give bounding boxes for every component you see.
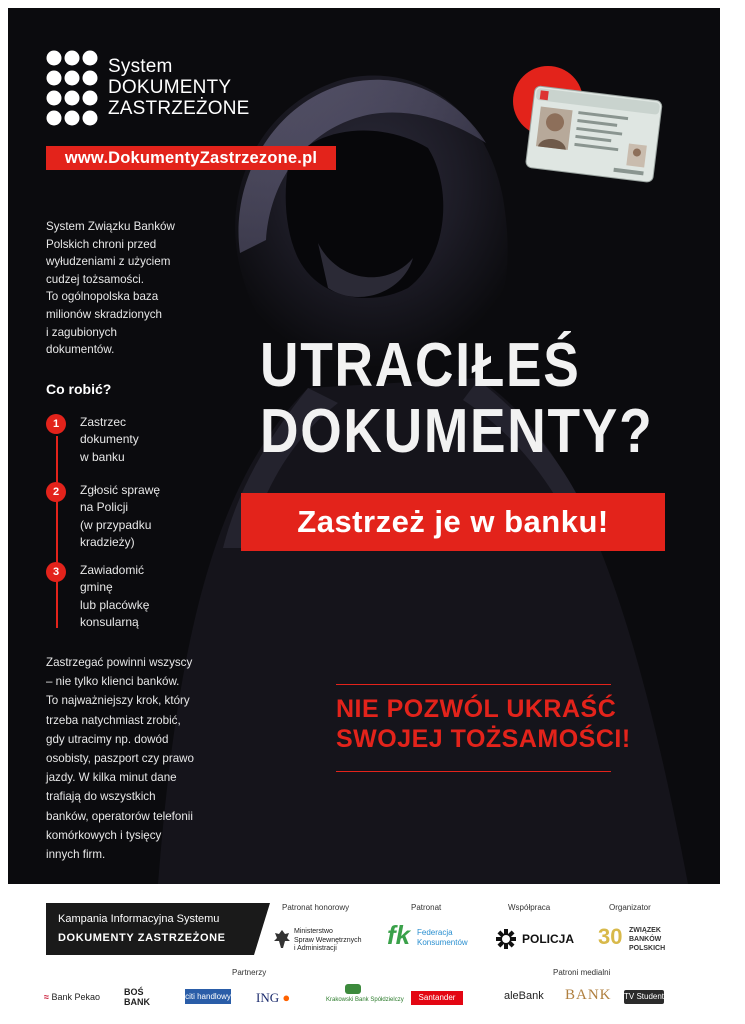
outro-line: Zastrzegać powinni wszyscy: [46, 656, 193, 669]
outro-line: osobisty, paszport czy prawo: [46, 752, 194, 766]
step-text: [80, 482, 160, 552]
outro-line: To najważniejszy krok, który: [46, 694, 190, 708]
headline-line: UTRACIŁEŚ: [260, 331, 581, 400]
org-line: Spraw Wewnętrznych: [294, 936, 362, 944]
divider: [336, 771, 611, 772]
intro-line: i zagubionych: [46, 325, 117, 339]
outro-line: innych firm.: [46, 848, 106, 862]
campaign-badge: [46, 903, 254, 955]
org-line: Konsumentów: [417, 938, 468, 947]
step-line: Zawiadomić: [80, 563, 145, 577]
partner-logo: Santander: [411, 991, 463, 1005]
label-media: Patroni medialni: [553, 968, 611, 977]
id-card-illustration: [508, 53, 668, 193]
campaign-line: DOKUMENTY ZASTRZEŻONE: [58, 932, 226, 944]
step-line: Zgłosić sprawę: [80, 483, 161, 497]
headline-line: DOKUMENTY?: [260, 397, 654, 466]
headline: [260, 333, 653, 465]
logo-line: ZASTRZEŻONE: [108, 98, 250, 119]
step-line: kradzieży): [80, 535, 135, 550]
warning-text: [336, 694, 631, 754]
intro-line: cudzej tożsamości.: [46, 272, 144, 286]
intro-line: System Związku Banków: [46, 220, 175, 233]
step-text: [80, 414, 139, 466]
outro-line: gdy utracimy np. dowód: [46, 732, 169, 746]
org-line: i Administracji: [294, 945, 337, 952]
patron-org: [417, 928, 468, 948]
label-cooperation: Współpraca: [508, 903, 551, 912]
organizer-org: [629, 926, 665, 953]
org-line: BANKÓW: [629, 936, 662, 943]
poster: [8, 8, 720, 884]
partner-logo: ING ●: [256, 990, 291, 1005]
howto-title: Co robić?: [46, 381, 112, 397]
label-partners: Partnerzy: [232, 968, 267, 977]
org-line: ZWIĄZEK: [629, 927, 661, 934]
federacja-logo-icon: fk: [387, 920, 411, 950]
outro-line: banków, operatorów telefonii: [46, 809, 193, 823]
intro-text: [46, 218, 206, 359]
campaign-line: Kampania Informacyjna Systemu: [58, 913, 220, 925]
intro-line: wyłudzeniami z użyciem: [46, 255, 171, 269]
steps-connector-line: [56, 436, 58, 628]
org-line: POLSKICH: [629, 945, 666, 952]
step-line: gminę: [80, 580, 113, 595]
logo-line: DOKUMENTY: [108, 77, 232, 98]
partner-name: ING: [256, 990, 280, 1005]
media-logo: BANK: [565, 987, 612, 1003]
label-honorary: Patronat honorowy: [282, 903, 350, 912]
outro-line: komórkowych i tysięcy: [46, 828, 162, 842]
eagle-emblem-icon: [273, 928, 291, 950]
intro-line: To ogólnopolska baza: [46, 290, 159, 304]
cooperation-org: POLICJA: [522, 932, 575, 946]
honorary-org: [294, 928, 362, 954]
divider: [336, 684, 611, 685]
intro-line: dokumentów.: [46, 343, 115, 357]
step-line: konsularną: [80, 615, 139, 630]
outro-line: – nie tylko klienci banków.: [46, 675, 180, 689]
outro-line: jazdy. W kilka minut dane: [46, 771, 177, 785]
step-number: 1: [46, 414, 66, 434]
step-number: 3: [46, 562, 66, 582]
label-organizer: Organizator: [609, 903, 651, 912]
warning-line: NIE POZWÓL UKRAŚĆ: [336, 695, 617, 723]
media-logo: TV Student: [624, 990, 664, 1004]
step-line: na Policji: [80, 500, 129, 515]
zbp-30-logo-icon: 30: [598, 924, 623, 949]
partner-name: Bank Pekao: [51, 992, 101, 1002]
website-url[interactable]: www.DokumentyZastrzezone.pl: [46, 146, 336, 170]
org-line: Federacja: [417, 928, 453, 937]
kbs-emblem-icon: [345, 982, 361, 996]
outro-text: [46, 653, 246, 864]
step-number: 2: [46, 482, 66, 502]
media-logo: aleBank: [504, 990, 544, 1002]
partner-logo: Krakowski Bank Spółdzielczy: [326, 997, 404, 1003]
intro-line: milionów skradzionych: [46, 307, 162, 321]
step-line: Zastrzec: [80, 415, 127, 429]
warning-line: SWOJEJ TOŻSAMOŚCI!: [336, 725, 631, 753]
label-patron: Patronat: [411, 903, 442, 912]
step-line: lub placówkę: [80, 597, 150, 612]
partner-logo: citi handlowy: [185, 989, 231, 1004]
step-line: dokumenty: [80, 432, 139, 447]
step-line: (w przypadku: [80, 517, 152, 532]
cta-banner: Zastrzeż je w banku!: [241, 493, 665, 551]
outro-line: trafiają do wszystkich: [46, 790, 156, 804]
intro-line: Polskich chroni przed: [46, 237, 157, 251]
logo-dots-icon: [46, 50, 110, 132]
partner-logo: ≈ Bank Pekao: [44, 992, 101, 1002]
partner-logo: BOŚ BANK: [124, 987, 150, 1007]
logo-wordmark: [108, 56, 250, 119]
logo-line: System: [108, 56, 173, 77]
step-line: w banku: [80, 449, 125, 464]
outro-line: trzeba natychmiast zrobić,: [46, 713, 181, 727]
step-text: [80, 562, 149, 632]
police-star-icon: [495, 928, 517, 950]
org-line: Ministerstwo: [294, 928, 333, 935]
